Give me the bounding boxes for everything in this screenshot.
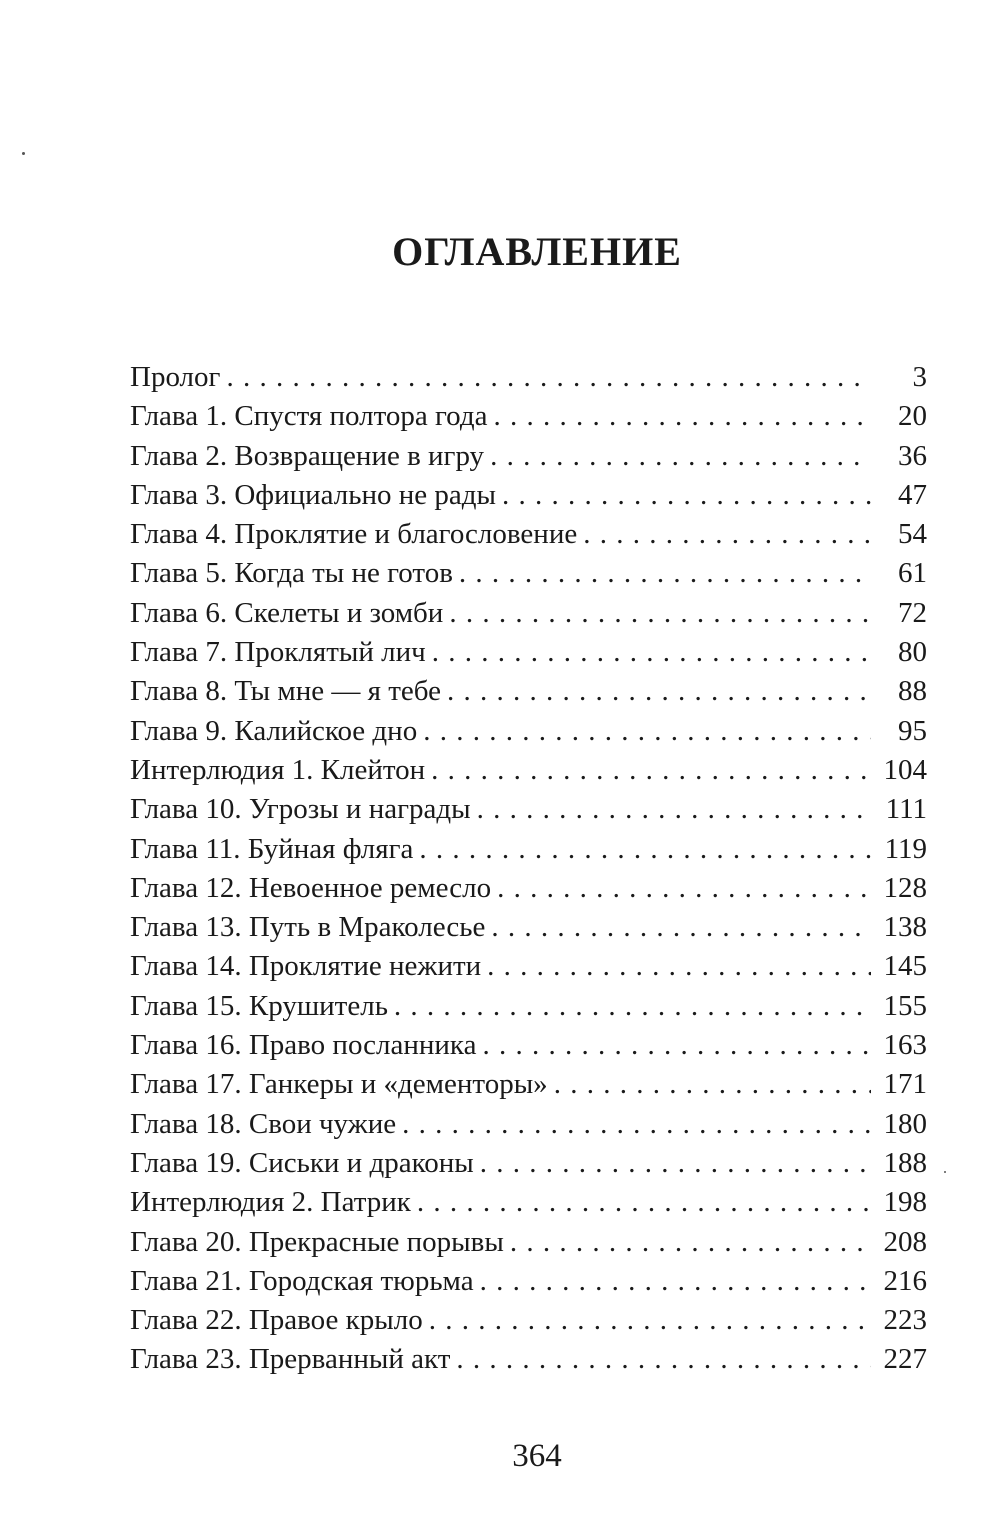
dot-leader [480,1144,871,1183]
toc-entry-label: Глава 17. Ганкеры и «дементоры» [130,1068,548,1101]
toc-entry-label: Глава 6. Скелеты и зомби [130,596,444,629]
dot-leader [490,437,871,476]
toc-entry-page: 155 [883,989,927,1022]
page-number: 364 [512,1438,562,1474]
toc-entry[interactable] [130,476,927,515]
toc-entry-page: 3 [912,361,927,393]
toc-entry-page: 47 [898,478,927,511]
toc-entry[interactable] [130,1105,927,1144]
toc-entry-page: 171 [883,1068,927,1101]
dot-leader [429,1301,871,1340]
print-speck [944,1171,946,1173]
dot-leader [502,476,871,515]
toc-entry[interactable] [130,987,927,1026]
toc-entry-page: 36 [898,439,927,472]
toc-entry-label: Глава 11. Буйная фляга [130,832,414,865]
toc-entry-label: Глава 2. Возвращение в игру [130,439,485,472]
dot-leader [487,947,871,986]
toc-entry-page: 223 [883,1304,927,1337]
toc-entry-label: Глава 4. Проклятие и благословение [130,518,578,551]
toc-entry-label: Глава 5. Когда ты не готов [130,557,453,590]
toc-entry-page: 163 [883,1029,927,1062]
dot-leader [226,358,871,397]
toc-entry[interactable] [130,1340,927,1379]
dot-leader [497,869,871,908]
dot-leader [510,1223,871,1262]
table-of-contents [130,358,927,1380]
dot-leader [423,712,871,751]
toc-entry[interactable] [130,908,927,947]
toc-entry-page: 138 [883,911,927,944]
toc-entry-page: 216 [883,1264,927,1297]
toc-entry-label: Глава 22. Правое крыло [130,1304,423,1337]
dot-leader [477,790,871,829]
toc-entry-label: Глава 14. Проклятие нежити [130,950,482,983]
dot-leader [417,1183,871,1222]
toc-entry[interactable] [130,947,927,986]
toc-entry-label: Глава 7. Проклятый лич [130,636,426,669]
page-title: ОГЛАВЛЕНИЕ [392,229,682,274]
toc-entry-page: 104 [883,753,927,786]
toc-entry-page: 227 [883,1343,927,1376]
toc-entry[interactable] [130,437,927,476]
toc-entry-page: 180 [883,1107,927,1140]
dot-leader [402,1105,871,1144]
toc-entry-page: 88 [898,675,927,708]
toc-entry-label: Глава 15. Крушитель [130,989,388,1022]
toc-entry[interactable] [130,751,927,790]
toc-entry-label: Пролог [130,361,221,393]
toc-entry-page: 188 [883,1146,927,1179]
toc-entry-label: Глава 21. Городская тюрьма [130,1264,474,1297]
toc-entry-page: 208 [883,1225,927,1258]
toc-entry[interactable] [130,1183,927,1222]
toc-entry-page: 54 [898,518,927,551]
dot-leader [456,1340,871,1379]
toc-entry-label: Глава 18. Свои чужие [130,1107,397,1140]
toc-entry-label: Интерлюдия 1. Клейтон [130,753,426,786]
toc-entry-page: 80 [898,636,927,669]
toc-entry-page: 145 [883,950,927,983]
toc-entry-page: 198 [883,1186,927,1219]
toc-entry[interactable] [130,1262,927,1301]
toc-entry-label: Глава 12. Невоенное ремесло [130,871,492,904]
toc-entry[interactable] [130,790,927,829]
dot-leader [493,397,871,436]
print-speck [22,152,25,155]
dot-leader [583,515,871,554]
dot-leader [419,830,871,869]
toc-entry-page: 72 [898,596,927,629]
toc-entry-label: Глава 8. Ты мне — я тебе [130,675,441,708]
dot-leader [394,987,871,1026]
toc-entry-label: Интерлюдия 2. Патрик [130,1186,411,1219]
dot-leader [432,633,871,672]
toc-entry-page: 61 [898,557,927,590]
toc-entry[interactable] [130,1065,927,1104]
dot-leader [491,908,871,947]
toc-entry[interactable] [130,1301,927,1340]
toc-entry[interactable] [130,672,927,711]
toc-entry-label: Глава 1. Спустя полтора года [130,400,488,433]
toc-entry-label: Глава 20. Прекрасные порывы [130,1225,504,1258]
dot-leader [447,672,871,711]
toc-entry-page: 128 [883,871,927,904]
toc-entry[interactable] [130,1026,927,1065]
toc-entry-label: Глава 3. Официально не рады [130,478,496,511]
toc-entry[interactable] [130,594,927,633]
toc-entry-label: Глава 9. Калийское дно [130,714,418,747]
toc-entry-label: Глава 10. Угрозы и награды [130,793,471,826]
dot-leader [459,554,871,593]
toc-entry[interactable] [130,397,927,436]
toc-entry[interactable] [130,358,927,397]
dot-leader [482,1026,871,1065]
toc-entry[interactable] [130,515,927,554]
toc-entry-label: Глава 23. Прерванный акт [130,1343,451,1376]
toc-entry[interactable] [130,712,927,751]
toc-entry[interactable] [130,869,927,908]
dot-leader [554,1065,871,1104]
toc-entry[interactable] [130,633,927,672]
toc-entry-label: Глава 13. Путь в Мраколесье [130,911,486,944]
toc-entry-page: 20 [898,400,927,433]
toc-entry[interactable] [130,554,927,593]
toc-entry-label: Глава 19. Сиськи и драконы [130,1146,474,1179]
toc-entry-page: 111 [885,793,927,826]
dot-leader [431,751,871,790]
toc-entry[interactable] [130,1144,927,1183]
toc-entry-label: Глава 16. Право посланника [130,1029,477,1062]
toc-entry-page: 95 [898,714,927,747]
toc-entry-page: 119 [884,832,927,865]
toc-entry[interactable] [130,1223,927,1262]
dot-leader [480,1262,871,1301]
toc-entry[interactable] [130,830,927,869]
dot-leader [449,594,871,633]
